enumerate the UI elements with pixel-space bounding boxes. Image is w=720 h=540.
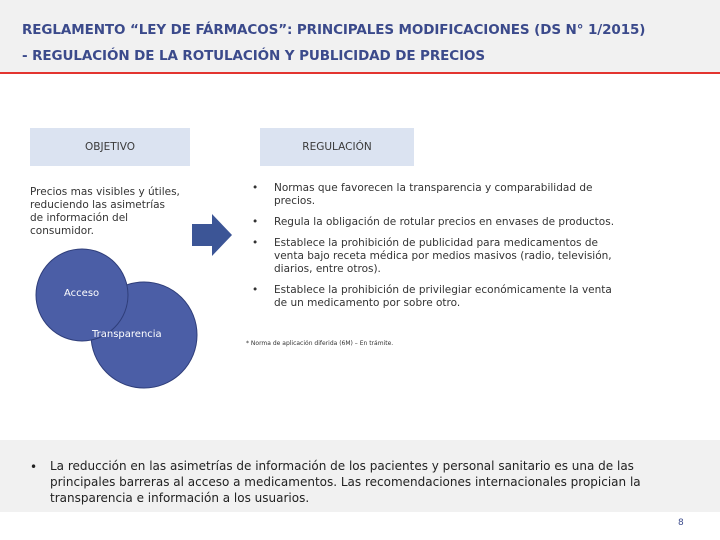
conclusion-text: La reducción en las asimetrías de información de los pacientes y personal sanitario es una de las principales barreras al acceso a medicamentos. Las recomendaciones internacionales propician la transparencia e información a los usuarios. (50, 459, 641, 505)
regulation-item-text: Regula la obligación de rotular precios en envases de productos. (274, 216, 615, 228)
regulation-item (252, 284, 622, 310)
bullet-icon: • (252, 237, 259, 249)
page-number: 8 (678, 518, 684, 528)
regulation-item (252, 237, 622, 276)
regulation-item-text: Establece la prohibición de privilegiar económicamente la venta de un medicamento por sobre otro. (274, 284, 612, 309)
slide-title-line-1: REGLAMENTO “LEY DE FÁRMACOS”: PRINCIPALES MODIFICACIONES (DS N° 1/2015) (22, 22, 646, 38)
regulation-list (252, 182, 622, 318)
regulation-item (252, 182, 622, 208)
footnote: * Norma de aplicación diferida (6M) – En trámite. (246, 340, 394, 347)
regulation-item (252, 216, 622, 229)
regulation-box (260, 128, 414, 166)
objective-label: OBJETIVO (85, 141, 135, 153)
bullet-icon: • (252, 216, 259, 228)
slide-title-line-2: - REGULACIÓN DE LA ROTULACIÓN Y PUBLICIDAD DE PRECIOS (22, 48, 486, 64)
regulation-item-text: Normas que favorecen la transparencia y comparabilidad de precios. (274, 182, 593, 207)
regulation-label: REGULACIÓN (302, 141, 372, 153)
header-accent-line (0, 72, 720, 74)
bullet-icon: • (30, 460, 38, 474)
venn-diagram (24, 240, 224, 390)
acceso-label: Acceso (64, 288, 100, 299)
objective-text: Precios mas visibles y útiles, reduciendo las asimetrías de información del consumidor. (30, 186, 180, 237)
regulation-item-text: Establece la prohibición de publicidad para medicamentos de venta bajo receta médica por medios masivos (radio, televisión, diarios, entre otros). (274, 237, 612, 275)
transparencia-label: Transparencia (92, 329, 162, 340)
bullet-icon: • (252, 284, 259, 296)
bullet-icon: • (252, 182, 259, 194)
objective-box (30, 128, 190, 166)
